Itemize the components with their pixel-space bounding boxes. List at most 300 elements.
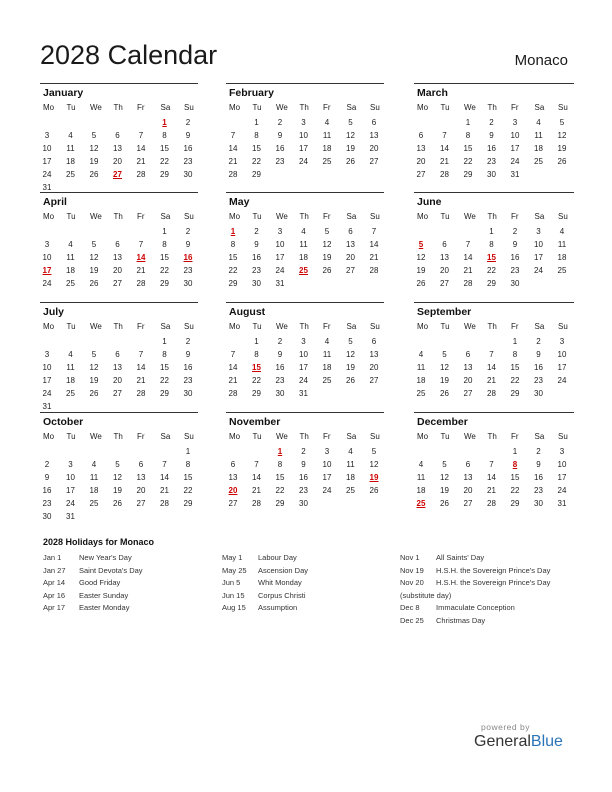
calendar-day: 23 — [275, 376, 285, 385]
calendar-day: 13 — [369, 131, 379, 140]
calendar-day: 30 — [183, 279, 193, 288]
calendar-day: 30 — [510, 279, 520, 288]
month-name: October — [43, 416, 84, 428]
calendar-day: 21 — [228, 157, 238, 166]
weekday-label: Tu — [252, 432, 262, 441]
calendar-day: 18 — [557, 253, 567, 262]
calendar-day: 28 — [136, 170, 146, 179]
calendar-day: 30 — [534, 389, 543, 398]
weekday-label: Th — [299, 212, 309, 221]
calendar-day: 16 — [534, 363, 543, 372]
calendar-day: 19 — [440, 486, 449, 495]
weekday-label: Mo — [43, 322, 55, 331]
calendar-day: 24 — [299, 376, 308, 385]
calendar-day: 8 — [162, 350, 167, 359]
weekday-label: Mo — [417, 212, 429, 221]
calendar-day: 30 — [252, 279, 261, 288]
weekday-label: Fr — [511, 432, 519, 441]
month-name: January — [43, 87, 84, 99]
calendar-day: 5 — [91, 131, 97, 140]
weekday-label: Mo — [229, 432, 241, 441]
calendar-day: 6 — [371, 118, 377, 127]
weekday-label: Sa — [346, 322, 357, 331]
calendar-day: 17 — [322, 473, 332, 482]
calendar-day: 11 — [299, 240, 308, 249]
calendar-day: 28 — [369, 266, 379, 275]
holiday-day: 15 — [487, 253, 496, 262]
calendar-day: 5 — [324, 227, 330, 236]
calendar-day: 20 — [113, 157, 122, 166]
weekday-label: We — [464, 103, 476, 112]
calendar-day: 29 — [160, 389, 169, 398]
calendar-day: 2 — [185, 337, 191, 346]
calendar-day: 11 — [534, 131, 543, 140]
weekday-label: Sa — [534, 432, 545, 441]
weekday-label: Th — [487, 432, 497, 441]
calendar-day: 14 — [136, 144, 146, 153]
calendar-day: 11 — [66, 253, 75, 262]
calendar-day: 16 — [534, 473, 543, 482]
weekday-label: Su — [370, 212, 380, 221]
calendar-day: 9 — [301, 460, 306, 469]
calendar-day: 15 — [510, 473, 520, 482]
calendar-day: 23 — [510, 266, 520, 275]
calendar-day: 2 — [536, 337, 541, 346]
calendar-day: 22 — [275, 486, 285, 495]
calendar-day: 2 — [301, 447, 306, 456]
calendar-day: 28 — [487, 499, 496, 508]
weekday-label: Tu — [66, 432, 76, 441]
weekday-label: Th — [487, 212, 497, 221]
holiday-day: 17 — [42, 266, 52, 275]
calendar-day: 20 — [136, 486, 146, 495]
calendar-day: 1 — [162, 337, 167, 346]
calendar-day: 3 — [512, 118, 518, 127]
calendar-day: 20 — [463, 486, 473, 495]
calendar-day: 7 — [489, 350, 494, 359]
weekday-label: Su — [558, 212, 568, 221]
calendar-day: 22 — [487, 266, 496, 275]
holiday-date: Nov 20 — [400, 578, 424, 587]
holiday-name: Easter Monday — [79, 603, 130, 612]
calendar-day: 29 — [275, 499, 285, 508]
weekday-label: Th — [487, 322, 497, 331]
calendar-day: 12 — [369, 460, 379, 469]
weekday-label: Sa — [346, 103, 357, 112]
calendar-day: 24 — [42, 279, 52, 288]
calendar-day: 5 — [91, 350, 97, 359]
weekday-label: Th — [113, 212, 123, 221]
calendar-day: 25 — [66, 279, 75, 288]
calendar-day: 27 — [463, 499, 473, 508]
calendar-day: 13 — [113, 144, 122, 153]
holiday-name: Saint Devota's Day — [79, 565, 143, 575]
calendar-day: 28 — [228, 389, 238, 398]
calendar-day: 21 — [369, 253, 379, 262]
month-name: November — [229, 416, 281, 428]
calendar-day: 6 — [230, 460, 236, 469]
calendar-day: 12 — [440, 363, 449, 372]
calendar-day: 16 — [510, 253, 520, 262]
month-december — [414, 412, 574, 508]
calendar-day: 10 — [42, 144, 52, 153]
calendar-day: 1 — [489, 227, 494, 236]
calendar-day: 26 — [369, 486, 379, 495]
holiday-day: 25 — [299, 266, 308, 275]
holiday-name: Whit Monday — [258, 578, 302, 587]
calendar-day: 7 — [254, 460, 259, 469]
calendar-day: 16 — [275, 363, 285, 372]
calendar-day: 7 — [442, 131, 447, 140]
weekday-label: We — [464, 432, 476, 441]
calendar-day: 23 — [299, 486, 308, 495]
month-june — [414, 192, 574, 288]
calendar-day: 15 — [510, 363, 520, 372]
calendar-day: 20 — [113, 266, 122, 275]
calendar-day: 2 — [185, 227, 191, 236]
brand-logo — [474, 733, 563, 751]
calendar-day: 17 — [275, 253, 285, 262]
holiday-date: Apr 17 — [43, 603, 66, 612]
calendar-day: 25 — [534, 157, 543, 166]
calendar-day: 26 — [346, 157, 355, 166]
weekday-label: Tu — [440, 212, 450, 221]
calendar-day: 3 — [301, 118, 306, 127]
weekday-label: Tu — [252, 322, 262, 331]
calendar-day: 11 — [346, 460, 355, 469]
calendar-day: 29 — [160, 170, 169, 179]
holiday-day: 1 — [230, 227, 236, 236]
weekday-label: Fr — [137, 103, 145, 112]
calendar-day: 21 — [487, 376, 496, 385]
calendar-day: 16 — [183, 144, 193, 153]
calendar-day: 22 — [160, 266, 169, 275]
calendar-day: 22 — [463, 157, 473, 166]
weekday-label: Fr — [511, 322, 519, 331]
calendar-day: 11 — [322, 131, 332, 140]
calendar-day: 16 — [252, 253, 261, 262]
calendar-day: 11 — [416, 473, 426, 482]
weekday-label: Tu — [66, 212, 76, 221]
calendar-day: 13 — [346, 240, 355, 249]
calendar-day: 12 — [416, 253, 426, 262]
calendar-day: 19 — [89, 157, 99, 166]
calendar-day: 8 — [254, 350, 259, 359]
calendar-day: 25 — [89, 499, 99, 508]
holiday-date: Dec 25 — [400, 615, 424, 625]
calendar-day: 25 — [322, 157, 332, 166]
calendar-day: 27 — [416, 170, 426, 179]
calendar-day: 7 — [138, 350, 144, 359]
calendar-day: 3 — [324, 447, 330, 456]
calendar-day: 24 — [66, 499, 75, 508]
calendar-day: 5 — [91, 240, 97, 249]
calendar-day: 21 — [136, 266, 146, 275]
calendar-day: 11 — [66, 144, 75, 153]
calendar-day: 29 — [228, 279, 238, 288]
calendar-day: 7 — [489, 460, 494, 469]
calendar-day: 10 — [557, 350, 567, 359]
calendar-day: 13 — [228, 473, 238, 482]
month-name: May — [229, 196, 250, 208]
holiday-date: Nov 19 — [400, 565, 424, 575]
calendar-day: 1 — [512, 447, 518, 456]
month-november — [226, 412, 384, 508]
month-name: August — [229, 306, 266, 318]
calendar-day: 18 — [89, 486, 99, 495]
calendar-day: 22 — [160, 376, 169, 385]
calendar-day: 8 — [162, 131, 167, 140]
calendar-day: 14 — [136, 363, 146, 372]
calendar-day: 31 — [275, 279, 285, 288]
calendar-day: 6 — [465, 350, 471, 359]
calendar-day: 5 — [348, 337, 353, 346]
weekday-label: Mo — [417, 322, 429, 331]
calendar-day: 29 — [183, 499, 193, 508]
weekday-label: Sa — [160, 432, 171, 441]
calendar-day: 15 — [160, 144, 169, 153]
calendar-day: 19 — [416, 266, 426, 275]
weekday-label: Fr — [323, 432, 331, 441]
calendar-day: 26 — [89, 389, 99, 398]
calendar-day: 18 — [416, 376, 426, 385]
calendar-day: 1 — [185, 447, 191, 456]
weekday-label: We — [276, 212, 288, 221]
month-name: February — [229, 87, 274, 99]
holiday-date: Nov 1 — [400, 553, 420, 562]
calendar-day: 7 — [162, 460, 167, 469]
calendar-day: 30 — [183, 389, 193, 398]
calendar-day: 20 — [369, 363, 379, 372]
weekday-label: We — [276, 322, 288, 331]
calendar-day: 28 — [440, 170, 449, 179]
calendar-day: 4 — [324, 337, 330, 346]
weekday-label: We — [276, 432, 288, 441]
calendar-day: 16 — [42, 486, 52, 495]
calendar-day: 14 — [440, 144, 449, 153]
calendar-day: 30 — [299, 499, 308, 508]
calendar-day: 29 — [510, 389, 520, 398]
calendar-day: 6 — [371, 337, 377, 346]
calendar-day: 14 — [487, 363, 496, 372]
calendar-day: 10 — [42, 363, 52, 372]
calendar-day: 28 — [136, 389, 146, 398]
holiday-date: Dec 8 — [400, 603, 420, 612]
calendar-day: 22 — [252, 376, 261, 385]
month-name: July — [43, 306, 65, 318]
weekday-label: Tu — [66, 322, 76, 331]
calendar-day: 30 — [487, 170, 496, 179]
weekday-label: Su — [558, 322, 568, 331]
calendar-day: 10 — [299, 131, 308, 140]
calendar-day: 12 — [346, 350, 355, 359]
calendar-day: 11 — [322, 350, 332, 359]
weekday-label: Tu — [440, 103, 450, 112]
calendar-day: 8 — [230, 240, 236, 249]
calendar-day: 18 — [416, 486, 426, 495]
calendar-day: 21 — [136, 376, 146, 385]
holiday-date: Apr 16 — [43, 590, 66, 600]
calendar-day: 19 — [113, 486, 122, 495]
calendar-day: 10 — [510, 131, 520, 140]
calendar-day: 16 — [487, 144, 496, 153]
month-february — [226, 83, 384, 179]
calendar-day: 17 — [299, 144, 308, 153]
calendar-day: 26 — [89, 279, 99, 288]
weekday-label: Th — [299, 432, 309, 441]
calendar-day: 5 — [442, 350, 447, 359]
calendar-day: 11 — [557, 240, 567, 249]
calendar-day: 17 — [534, 253, 543, 262]
calendar-day: 12 — [89, 363, 99, 372]
calendar-day: 22 — [183, 486, 193, 495]
calendar-day: 5 — [371, 447, 377, 456]
calendar-day: 12 — [440, 473, 449, 482]
calendar-day: 12 — [89, 144, 99, 153]
weekday-label: We — [276, 103, 288, 112]
weekday-label: Mo — [229, 322, 241, 331]
calendar-day: 31 — [42, 402, 52, 411]
weekday-label: Fr — [137, 322, 145, 331]
weekday-label: Sa — [346, 432, 357, 441]
calendar-day: 28 — [463, 279, 473, 288]
calendar-day: 26 — [113, 499, 122, 508]
calendar-day: 24 — [510, 157, 520, 166]
calendar-day: 5 — [348, 118, 353, 127]
calendar-day: 6 — [418, 131, 424, 140]
calendar-day: 18 — [346, 473, 355, 482]
calendar-day: 30 — [534, 499, 543, 508]
calendar-day: 4 — [324, 118, 330, 127]
calendar-day: 13 — [463, 363, 473, 372]
calendar-day: 8 — [465, 131, 471, 140]
calendar-day: 17 — [557, 473, 567, 482]
calendar-day: 10 — [322, 460, 332, 469]
calendar-day: 26 — [440, 389, 449, 398]
weekday-label: Th — [113, 432, 123, 441]
weekday-label: Th — [487, 103, 497, 112]
calendar-day: 20 — [416, 157, 426, 166]
holiday-day: 27 — [113, 170, 122, 179]
calendar-day: 9 — [536, 460, 541, 469]
weekday-label: Mo — [417, 103, 429, 112]
calendar-day: 23 — [183, 157, 193, 166]
calendar-day: 20 — [369, 144, 379, 153]
calendar-day: 24 — [557, 486, 567, 495]
holiday-day: 15 — [252, 363, 261, 372]
calendar-day: 26 — [440, 499, 449, 508]
weekday-label: Su — [184, 432, 194, 441]
calendar-day: 21 — [228, 376, 238, 385]
weekday-label: We — [464, 322, 476, 331]
holiday-date: Jan 27 — [43, 565, 66, 575]
calendar-day: 14 — [463, 253, 473, 262]
calendar-day: 27 — [113, 279, 122, 288]
calendar-day: 21 — [440, 157, 449, 166]
calendar-day: 3 — [277, 227, 283, 236]
calendar-day: 15 — [463, 144, 473, 153]
calendar-day: 30 — [275, 389, 285, 398]
calendar-day: 19 — [557, 144, 567, 153]
page-title: 2028 Calendar — [40, 40, 218, 70]
calendar-day: 2 — [489, 118, 494, 127]
weekday-label: Fr — [323, 212, 331, 221]
calendar-day: 27 — [346, 266, 355, 275]
calendar-day: 6 — [348, 227, 353, 236]
holiday-day: 1 — [277, 447, 283, 456]
calendar-day: 8 — [277, 460, 283, 469]
calendar-day: 26 — [89, 170, 99, 179]
month-name: June — [417, 196, 442, 208]
holiday-date: Jun 15 — [222, 590, 245, 600]
calendar-day: 22 — [160, 157, 169, 166]
weekday-label: Su — [370, 103, 380, 112]
calendar-day: 8 — [512, 350, 518, 359]
calendar-day: 30 — [183, 170, 193, 179]
country-name: Monaco — [514, 52, 568, 69]
calendar-day: 26 — [557, 157, 567, 166]
calendar-day: 6 — [442, 240, 447, 249]
holiday-name: Good Friday — [79, 578, 121, 587]
weekday-label: Su — [184, 322, 194, 331]
calendar-day: 29 — [252, 170, 261, 179]
weekday-label: Fr — [137, 212, 145, 221]
calendar-day: 17 — [510, 144, 520, 153]
calendar-day: 3 — [559, 337, 565, 346]
calendar-day: 14 — [160, 473, 169, 482]
holiday-day: 19 — [369, 473, 379, 482]
calendar-day: 10 — [42, 253, 52, 262]
calendar-day: 13 — [463, 473, 473, 482]
holiday-day: 8 — [512, 460, 518, 469]
calendar-day: 20 — [463, 376, 473, 385]
calendar-day: 19 — [89, 376, 99, 385]
calendar-day: 2 — [185, 118, 191, 127]
calendar-day: 6 — [115, 131, 120, 140]
holiday-name: New Year's Day — [79, 553, 132, 562]
month-name: March — [417, 87, 448, 99]
calendar-day: 24 — [299, 157, 308, 166]
month-name: September — [417, 306, 472, 318]
calendar-day: 2 — [254, 227, 259, 236]
calendar-day: 6 — [465, 460, 471, 469]
calendar-day: 29 — [487, 279, 496, 288]
holiday-name: Easter Sunday — [79, 590, 129, 600]
calendar-day: 2 — [44, 460, 50, 469]
calendar-day: 4 — [68, 350, 73, 359]
holiday-day: 25 — [416, 499, 426, 508]
calendar-day: 17 — [557, 363, 567, 372]
calendar-day: 19 — [440, 376, 449, 385]
calendar-day: 7 — [465, 240, 471, 249]
weekday-label: Su — [558, 103, 568, 112]
weekday-label: Su — [184, 212, 194, 221]
calendar-day: 7 — [230, 350, 236, 359]
calendar-day: 13 — [136, 473, 146, 482]
weekday-label: Fr — [511, 103, 519, 112]
calendar-day: 4 — [348, 447, 353, 456]
calendar-day: 22 — [510, 376, 520, 385]
calendar-day: 6 — [138, 460, 144, 469]
calendar-day: 12 — [346, 131, 355, 140]
calendar-day: 1 — [162, 227, 167, 236]
weekday-label: Tu — [252, 103, 262, 112]
calendar-day: 2 — [277, 337, 283, 346]
calendar-day: 4 — [301, 227, 306, 236]
calendar-day: 13 — [440, 253, 449, 262]
month-march — [414, 83, 574, 179]
calendar-day: 23 — [183, 266, 193, 275]
